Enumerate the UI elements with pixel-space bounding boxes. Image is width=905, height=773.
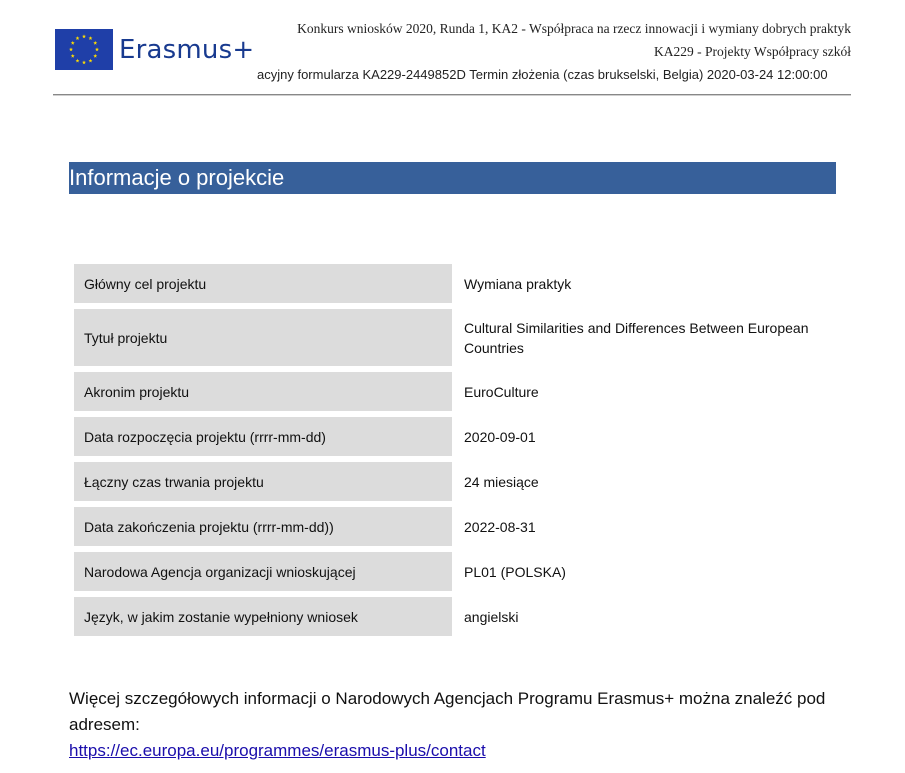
field-value: Wymiana praktyk xyxy=(454,264,834,303)
national-agency-note xyxy=(69,686,829,764)
table-row xyxy=(74,417,834,456)
field-label: Łączny czas trwania projektu xyxy=(74,462,452,501)
table-row xyxy=(74,597,834,636)
table-row xyxy=(74,507,834,546)
field-value: Cultural Similarities and Differences Between European Countries xyxy=(454,309,834,366)
field-label: Data rozpoczęcia projektu (rrrr-mm-dd) xyxy=(74,417,452,456)
table-row xyxy=(74,309,834,366)
field-label: Tytuł projektu xyxy=(74,309,452,366)
form-id-deadline: acyjny formularza KA229-2449852D Termin złożenia (czas brukselski, Belgia) 2020-03-24 12:00:00 xyxy=(257,67,828,82)
field-value: 2022-08-31 xyxy=(454,507,834,546)
field-label: Język, w jakim zostanie wypełniony wniosek xyxy=(74,597,452,636)
eu-flag-icon xyxy=(55,29,113,70)
field-value: 2020-09-01 xyxy=(454,417,834,456)
field-value: angielski xyxy=(454,597,834,636)
field-label: Główny cel projektu xyxy=(74,264,452,303)
national-agency-link[interactable]: https://ec.europa.eu/programmes/erasmus-plus/contact xyxy=(69,741,486,760)
call-title: Konkurs wniosków 2020, Runda 1, KA2 - Współpraca na rzecz innowacji i wymiany dobrych praktyk xyxy=(297,21,851,36)
table-row xyxy=(74,552,834,591)
field-value: 24 miesiące xyxy=(454,462,834,501)
national-agency-text: Więcej szczegółowych informacji o Narodowych Agencjach Programu Erasmus+ można znaleźć pod adresem: xyxy=(69,689,826,734)
action-type: KA229 - Projekty Współpracy szkół xyxy=(654,44,851,59)
table-row xyxy=(74,462,834,501)
section-title: Informacje o projekcie xyxy=(69,162,836,194)
field-label: Narodowa Agencja organizacji wnioskującej xyxy=(74,552,452,591)
erasmus-plus-logo xyxy=(55,29,254,70)
field-value: EuroCulture xyxy=(454,372,834,411)
field-value: PL01 (POLSKA) xyxy=(454,552,834,591)
table-row xyxy=(74,264,834,303)
field-label: Data zakończenia projektu (rrrr-mm-dd)) xyxy=(74,507,452,546)
field-label: Akronim projektu xyxy=(74,372,452,411)
table-row xyxy=(74,372,834,411)
project-info-table xyxy=(72,258,836,642)
header-divider xyxy=(53,94,851,95)
document-header xyxy=(53,0,851,96)
header-info xyxy=(257,17,851,86)
logo-wordmark: Erasmus+ xyxy=(119,34,255,65)
